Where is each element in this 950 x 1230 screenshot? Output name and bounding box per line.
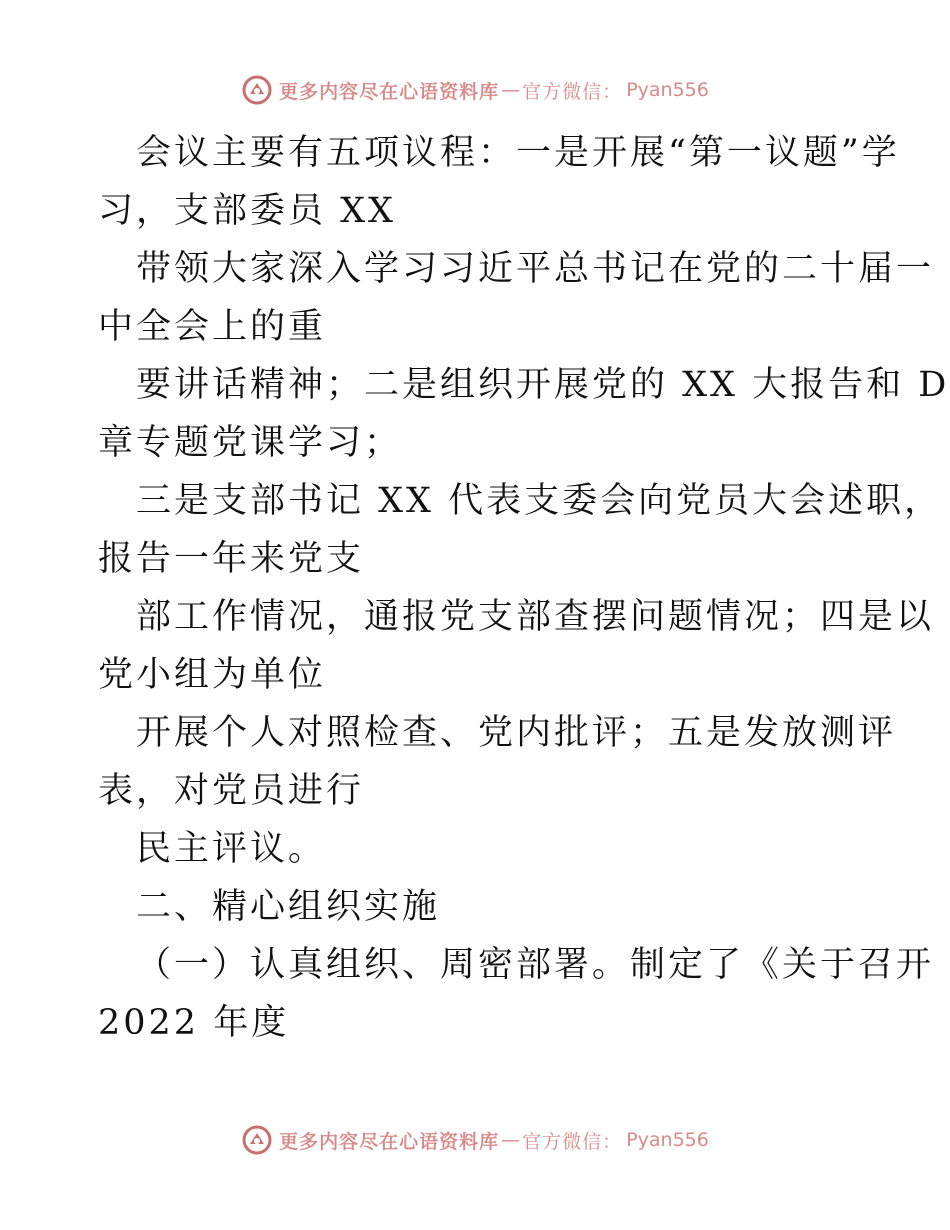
text-line: 习，支部委员 XX [98, 191, 396, 231]
watermark-main-text: 更多内容尽在心语资料库 [279, 80, 500, 103]
text-line: 报告一年来党支 [98, 539, 365, 579]
text-line: 2022 年度 [98, 1003, 290, 1043]
watermark-dash: — [501, 1129, 521, 1151]
section-heading: 二、精心组织实施 [136, 887, 441, 927]
text-line: 章专题党课学习； [98, 423, 403, 463]
text-line: 开展个人对照检查、党内批评；五是发放测评 [136, 713, 897, 753]
text-line: 表，对党员进行 [98, 771, 365, 811]
watermark-wechat-id: Pyan556 [626, 79, 709, 101]
header-watermark [0, 70, 950, 110]
footer-watermark [0, 1120, 950, 1160]
document-body [98, 124, 950, 1052]
text-line: 会议主要有五项议程：一是开展“第一议题”学 [136, 133, 900, 173]
text-line: 民主评议。 [136, 829, 327, 869]
text-line: 要讲话精神；二是组织开展党的 XX 大报告和 D [136, 365, 950, 405]
watermark-wechat-label: 官方微信： [522, 1130, 623, 1153]
text-line: 党小组为单位 [98, 655, 327, 695]
watermark-wechat-label: 官方微信： [522, 80, 623, 103]
watermark-main-text: 更多内容尽在心语资料库 [279, 1130, 500, 1153]
text-line: 中全会上的重 [98, 307, 327, 347]
watermark-wechat-id: Pyan556 [626, 1129, 709, 1151]
watermark-dash: — [501, 79, 521, 101]
text-line: （一）认真组织、周密部署。制定了《关于召开 [136, 945, 935, 985]
brand-logo-icon [241, 74, 273, 106]
text-line: 带领大家深入学习习近平总书记在党的二十届一 [136, 249, 935, 289]
text-line: 部工作情况，通报党支部查摆问题情况；四是以 [136, 597, 935, 637]
text-line: 三是支部书记 XX 代表支委会向党员大会述职， [136, 481, 943, 521]
brand-logo-icon [241, 1124, 273, 1156]
